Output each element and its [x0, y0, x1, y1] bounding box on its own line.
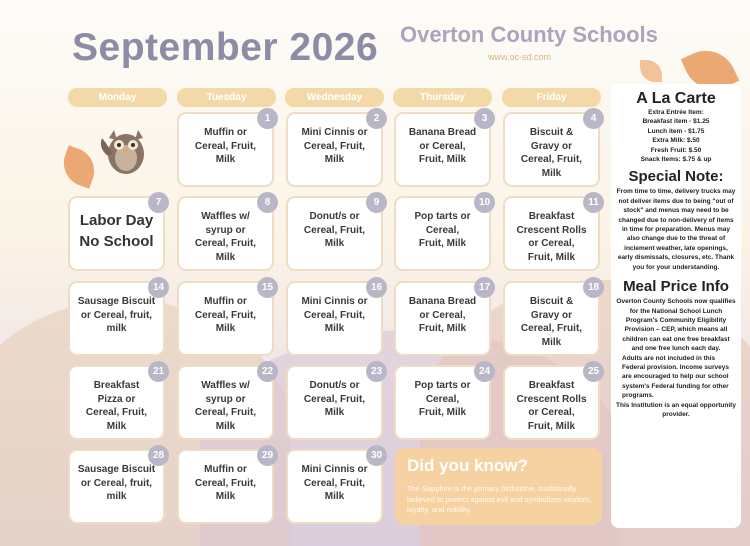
day-number-badge: 23: [366, 361, 387, 382]
calendar-day-cell: [394, 281, 491, 356]
menu-text: Waffles w/ syrup or Cereal, Fruit, Milk: [194, 380, 257, 432]
menu-text: Muffin or Cereal, Fruit, Milk: [194, 127, 257, 165]
calendar-day-cell: [177, 365, 274, 440]
menu-text: Breakfast Crescent Rolls or Cereal, Fruit, Milk: [516, 211, 587, 263]
day-number-badge: 24: [474, 361, 495, 382]
day-number-badge: 4: [583, 108, 604, 129]
menu-text: Mini Cinnis or Cereal, Fruit, Milk: [301, 127, 368, 165]
menu-text: Banana Bread or Cereal, Fruit, Milk: [408, 127, 477, 165]
menu-text: Sausage Biscuit or Cereal, fruit, milk: [77, 296, 156, 334]
menu-text: Biscuit & Gravy or Cereal, Fruit, Milk: [520, 296, 583, 348]
menu-text: Mini Cinnis or Cereal, Fruit, Milk: [301, 464, 368, 502]
leaf-icon: [640, 60, 662, 82]
menu-text: Breakfast Crescent Rolls or Cereal, Fruit, Milk: [516, 380, 587, 432]
calendar-day-cell: [177, 449, 274, 524]
calendar-day-cell: [286, 365, 383, 440]
menu-text: Sausage Biscuit or Cereal, fruit, milk: [77, 464, 156, 502]
did-you-know-box: [395, 448, 602, 525]
calendar-day-cell: [177, 281, 274, 356]
calendar-day-cell: [394, 365, 491, 440]
day-number-badge: 29: [257, 445, 278, 466]
a-la-carte-list: [616, 108, 736, 164]
calendar-day-cell: [68, 196, 165, 271]
day-number-badge: 18: [583, 277, 604, 298]
did-you-know-title: Did you know?: [407, 456, 528, 475]
calendar-day-cell: [503, 112, 600, 187]
owl-illustration: [96, 118, 156, 178]
meal-price-text: Overton County Schools now qualifies for the National School Lunch Program's Community Eligibility Provision – CEP, which means all children can eat one free breakfast and one free lunch each day.: [616, 298, 736, 353]
calendar-day-cell: [394, 196, 491, 271]
menu-text: Donut/s or Cereal, Fruit, Milk: [303, 211, 366, 249]
weekday-header-wednesday: Wednesday: [285, 88, 384, 107]
menu-text: Breakfast Pizza or Cereal, Fruit, Milk: [85, 380, 148, 432]
calendar-day-cell: [286, 112, 383, 187]
calendar-day-cell: [177, 196, 274, 271]
day-number-badge: 22: [257, 361, 278, 382]
menu-text: Banana Bread or Cereal, Fruit, Milk: [408, 296, 477, 334]
special-note-heading: Special Note:: [628, 168, 724, 186]
calendar-day-cell: [68, 281, 165, 356]
calendar-day-cell: [503, 281, 600, 356]
a-la-carte-line: Extra Entrée Item:: [648, 109, 704, 116]
meal-price-adults-note: Adults are not included in this Federal provision. Income surveys are encouraged to help our school system's Federal funding for other programs.: [622, 354, 729, 400]
info-sidebar: [611, 84, 741, 528]
day-number-badge: 10: [474, 192, 495, 213]
day-number-badge: 1: [257, 108, 278, 129]
school-website[interactable]: www.oc-sd.com: [488, 52, 552, 62]
weekday-header-friday: Friday: [502, 88, 601, 107]
a-la-carte-line: Lunch item - $1.75: [647, 127, 705, 135]
menu-text: Pop tarts or Cereal, Fruit, Milk: [414, 211, 471, 249]
calendar-day-cell: [286, 196, 383, 271]
calendar-day-cell: [503, 196, 600, 271]
did-you-know-text: The Sapphire is the primary birthstone, traditionally believed to protect against evil and symbolizes wisdom, loyalty, and nobility.: [407, 484, 592, 514]
calendar-day-cell: [394, 112, 491, 187]
special-note-text: From time to time, delivery trucks may not deliver items due to being "out of stock" and menus may need to be changed due to non-delivery of items in time for preparation. Menus may also change due to the threat of inclement weather, late openings, early dismissals, closures, etc. Thank you for your understanding.: [616, 188, 736, 271]
day-number-badge: 14: [148, 277, 169, 298]
weekday-header-monday: Monday: [68, 88, 167, 107]
menu-text: Labor Day No School: [79, 212, 154, 250]
day-number-badge: 16: [366, 277, 387, 298]
day-number-badge: 30: [366, 445, 387, 466]
menu-text: Donut/s or Cereal, Fruit, Milk: [303, 380, 366, 418]
day-number-badge: 15: [257, 277, 278, 298]
calendar-day-cell: [68, 365, 165, 440]
menu-text: Waffles w/ syrup or Cereal, Fruit, Milk: [194, 211, 257, 263]
menu-text: Mini Cinnis or Cereal, Fruit, Milk: [301, 296, 368, 334]
page-title: September 2026: [72, 26, 379, 69]
calendar-day-cell: [177, 112, 274, 187]
weekday-header-thursday: Thursday: [393, 88, 492, 107]
calendar-day-cell: [286, 281, 383, 356]
meal-price-heading: Meal Price Info: [623, 278, 729, 296]
day-number-badge: 9: [366, 192, 387, 213]
calendar-day-cell: [286, 449, 383, 524]
menu-text: Pop tarts or Cereal, Fruit, Milk: [414, 380, 471, 418]
menu-text: Muffin or Cereal, Fruit, Milk: [194, 296, 257, 334]
equal-opportunity-note: This Institution is an equal opportunity provider.: [616, 401, 736, 418]
day-number-badge: 28: [148, 445, 169, 466]
day-number-badge: 7: [148, 192, 169, 213]
a-la-carte-line: Fresh Fruit: $.50: [650, 146, 702, 154]
weekday-header-tuesday: Tuesday: [177, 88, 276, 107]
day-number-badge: 2: [366, 108, 387, 129]
school-name: Overton County Schools: [400, 22, 658, 47]
a-la-carte-line: Snack Items: $.75 & up: [640, 156, 712, 164]
calendar-day-cell: [503, 365, 600, 440]
leaf-icon: [57, 145, 101, 189]
day-number-badge: 8: [257, 192, 278, 213]
menu-text: Biscuit & Gravy or Cereal, Fruit, Milk: [520, 127, 583, 179]
a-la-carte-heading: A La Carte: [636, 90, 716, 107]
day-number-badge: 25: [583, 361, 604, 382]
day-number-badge: 11: [583, 192, 604, 213]
day-number-badge: 21: [148, 361, 169, 382]
day-number-badge: 3: [474, 108, 495, 129]
a-la-carte-line: Breakfast item - $1.25: [642, 118, 710, 126]
calendar-day-cell: [68, 449, 165, 524]
a-la-carte-line: Extra Milk: $.50: [652, 137, 700, 145]
menu-text: Muffin or Cereal, Fruit, Milk: [194, 464, 257, 502]
day-number-badge: 17: [474, 277, 495, 298]
